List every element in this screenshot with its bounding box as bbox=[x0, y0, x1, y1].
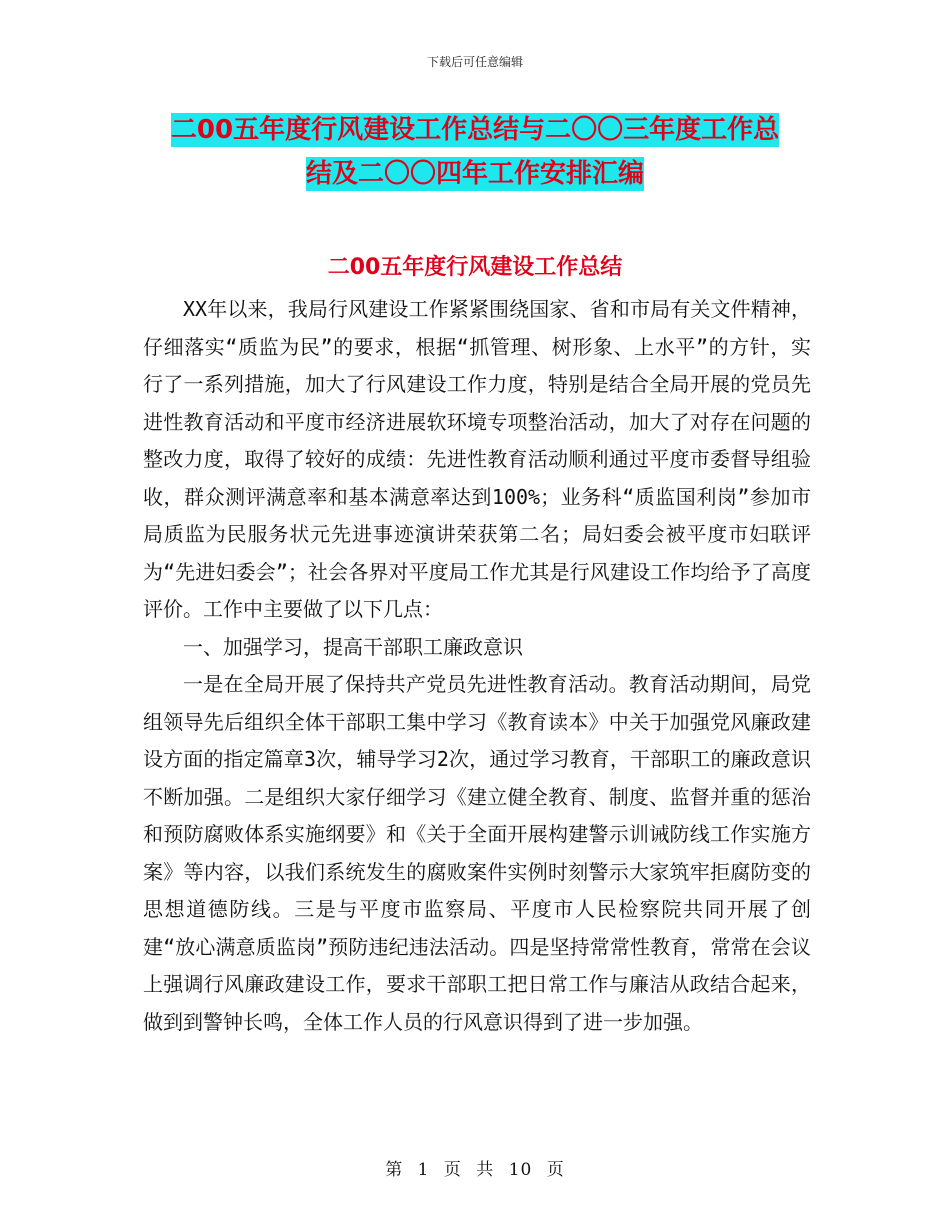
footer-suffix: 页 bbox=[546, 1160, 565, 1180]
document-title-line-1 bbox=[0, 112, 950, 148]
section-title: 二00五年度行风建设工作总结 bbox=[327, 255, 623, 280]
footer-page-word: 页 bbox=[443, 1160, 462, 1180]
document-body bbox=[143, 291, 811, 1041]
body-paragraph-study: 一是在全局开展了保持共产党员先进性教育活动。教育活动期间，局党组领导先后组织全体干部职工集中学习《教育读本》中关于加强党风廉政建设方面的指定篇章3次，辅导学习2次，通过学习教育，干部职工的廉政意识不断加强。二是组织大家仔细学习《建立健全教育、制度、监督并重的惩治和预防腐败体系实施纲要》和《关于全面开展构建警示训诫防线工作实施方案》等内容，以我们系统发生的腐败案件实例时刻警示大家筑牢拒腐防变的思想道德防线。三是与平度市监察局、平度市人民检察院共同开展了创建“放心满意质监岗”预防违纪违法活动。四是坚持常常性教育，常常在会议上强调行风廉政建设工作，要求干部职工把日常工作与廉洁从政结合起来，做到到警钟长鸣，全体工作人员的行风意识得到了进一步加强。 bbox=[143, 672, 811, 1034]
header-note: 下载后可任意编辑 bbox=[426, 55, 523, 69]
footer-total-pages: 10 bbox=[508, 1160, 533, 1180]
document-title-text-1: 二00五年度行风建设工作总结与二〇〇三年度工作总 bbox=[170, 115, 780, 145]
footer-current-page: 1 bbox=[417, 1160, 430, 1180]
footer-prefix: 第 bbox=[385, 1160, 404, 1180]
document-title-line-2 bbox=[0, 156, 950, 192]
footer-total-word: 共 bbox=[476, 1160, 495, 1180]
document-title-text-2: 结及二〇〇四年工作安排汇编 bbox=[305, 159, 644, 189]
page-footer bbox=[0, 1155, 950, 1180]
body-subheading-1: 一、加强学习，提高干部职工廉政意识 bbox=[183, 634, 523, 659]
body-paragraph-intro: XX年以来，我局行风建设工作紧紧围绕国家、省和市局有关文件精神，仔细落实“质监为民”的要求，根据“抓管理、树形象、上水平”的方针，实行了一系列措施，加大了行风建设工作力度，特别是结合全局开展的党员先进性教育活动和平度市经济进展软环境专项整治活动，加大了对存在问题的整改力度，取得了较好的成绩：先进性教育活动顺利通过平度市委督导组验收，群众测评满意率和基本满意率达到100%；业务科“质监国利岗”参加市局质监为民服务状元先进事迹演讲荣获第二名；局妇委会被平度市妇联评为“先进妇委会”；社会各界对平度局工作尤其是行风建设工作均给予了高度评价。工作中主要做了以下几点： bbox=[143, 297, 811, 621]
